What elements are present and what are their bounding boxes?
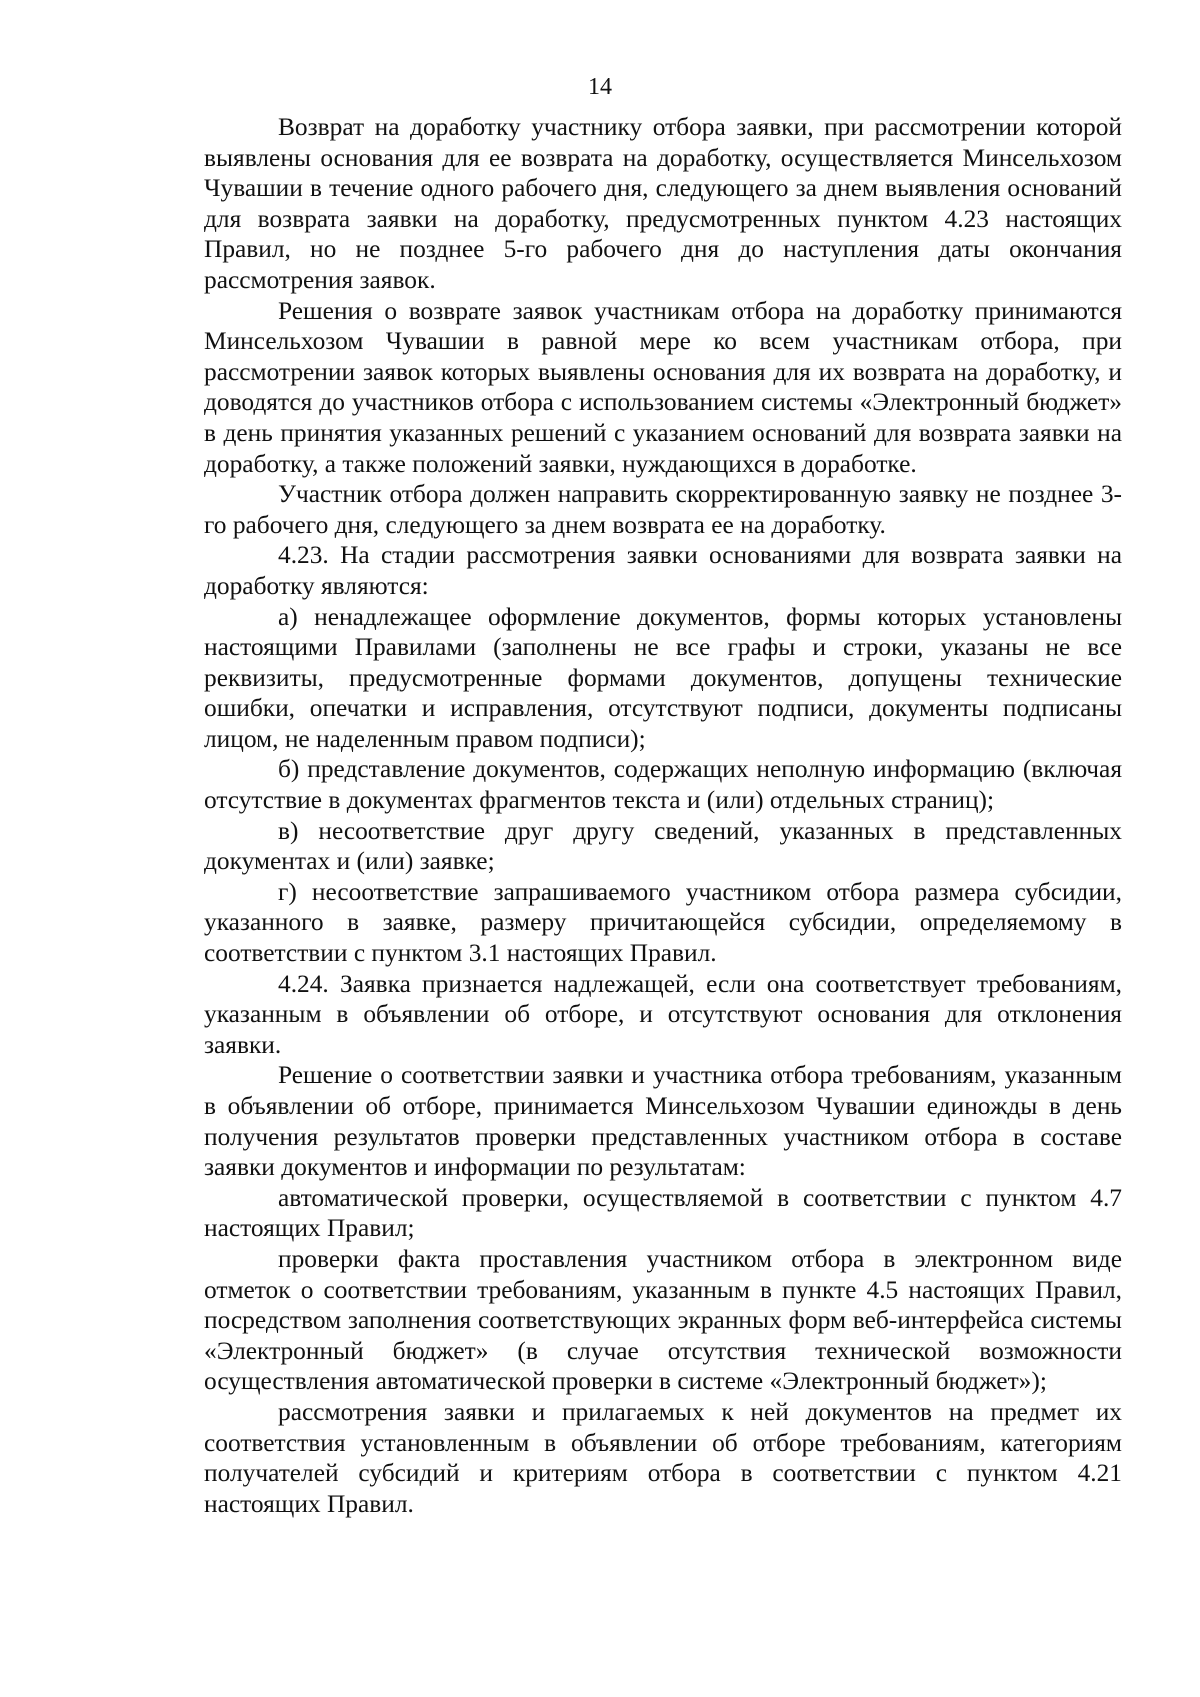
paragraph-item-b: б) представление документов, содержащих неполную информацию (включая отсутствие в документах фрагментов текста и (или) отдельных страниц); [204, 755, 1122, 815]
paragraph-clause-4-23: 4.23. На стадии рассмотрения заявки основаниями для возврата заявки на доработку являются: [204, 541, 1122, 600]
paragraph-item-v: в) несоответствие друг другу сведений, указанных в представленных документах и (или) заявке; [204, 816, 1122, 876]
paragraph-compliance-decision: Решение о соответствии заявки и участника отбора требованиям, указанным в объявлении об отборе, принимается Минсельхозом Чувашии единожды в день получения результатов проверки представленных участником отбора в составе заявки документов и информации по результатам: [204, 1061, 1122, 1182]
paragraph-clause-4-24: 4.24. Заявка признается надлежащей, если она соответствует требованиям, указанным в объявлении об отборе, и отсутствуют основания для отклонения заявки. [204, 969, 1122, 1059]
paragraph-application-review: рассмотрения заявки и прилагаемых к ней документов на предмет их соответствия установленным в объявлении об отборе требованиям, категориям получателей субсидий и критериям отбора в соответствии с пунктом 4.21 настоящих Правил. [204, 1397, 1122, 1518]
document-body [204, 112, 1122, 1519]
page-number: 14 [588, 74, 612, 100]
paragraph-item-g: г) несоответствие запрашиваемого участником отбора размера субсидии, указанного в заявке, размеру причитающейся субсидии, определяемому в соответствии с пунктом 3.1 настоящих Правил. [204, 877, 1122, 968]
paragraph-return-decisions: Решения о возврате заявок участникам отбора на доработку принимаются Минсельхозом Чувашии в равной мере ко всем участникам отбора, при рассмотрении заявок которых выявлены основания для их возврата на доработку, и доводятся до участников отбора с использованием системы «Электронный бюджет» в день принятия указанных решений с указанием оснований для возврата заявки на доработку, а также положений заявки, нуждающихся в доработке. [204, 296, 1122, 478]
paragraph-item-a: а) ненадлежащее оформление документов, формы которых установлены настоящими Правилами (заполнены не все графы и строки, указаны не все реквизиты, предусмотренные формами документов, допущены технические ошибки, опечатки и исправления, отсутствуют подписи, документы подписаны лицом, не наделенным правом подписи); [204, 602, 1122, 753]
paragraph-automatic-check: автоматической проверки, осуществляемой в соответствии с пунктом 4.7 настоящих Правил; [204, 1183, 1122, 1243]
paragraph-resubmission-deadline: Участник отбора должен направить скорректированную заявку не позднее 3-го рабочего дня, следующего за днем возврата ее на доработку. [204, 480, 1122, 539]
paragraph-marks-check: проверки факта проставления участником отбора в электронном виде отметок о соответствии требованиям, указанным в пункте 4.5 настоящих Правил, посредством заполнения соответствующих экранных форм веб-интерфейса системы «Электронный бюджет» (в случае отсутствия технической возможности осуществления автоматической проверки в системе «Электронный бюджет»); [204, 1244, 1122, 1396]
paragraph-return-procedure: Возврат на доработку участнику отбора заявки, при рассмотрении которой выявлены основания для ее возврата на доработку, осуществляется Минсельхозом Чувашии в течение одного рабочего дня, следующего за днем выявления оснований для возврата заявки на доработку, предусмотренных пунктом 4.23 настоящих Правил, но не позднее 5-го рабочего дня до наступления даты окончания рассмотрения заявок. [204, 113, 1122, 294]
